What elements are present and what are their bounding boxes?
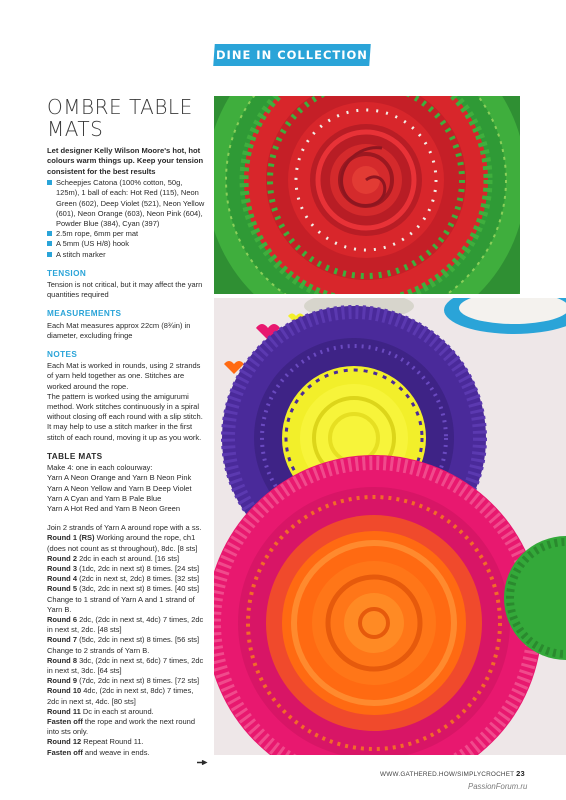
pattern-round — [47, 686, 207, 706]
round-label: Round 9 — [47, 676, 77, 686]
materials-item: A stitch marker — [47, 250, 207, 260]
table-mats-heading: TABLE MATS — [47, 451, 103, 461]
pattern-round — [47, 748, 207, 758]
notes-line: Each Mat is worked in rounds, using 2 strands of yarn held together as one. Stitches are worked around the rope. — [47, 361, 201, 391]
watermark: PassionForum.ru — [468, 782, 528, 791]
round-instruction: 2dc in each st around. [16 sts] — [77, 553, 180, 563]
round-instruction: (3dc, 2dc in next st) 8 times. [40 sts] — [77, 584, 200, 594]
round-instruction: (1dc, 2dc in next st) 8 times. [24 sts] — [77, 563, 200, 573]
measurements-text: Each Mat measures approx 22cm (8¾in) in diameter, excluding fringe — [47, 320, 191, 340]
round-label: Round 8 — [47, 655, 77, 665]
pattern-column — [47, 96, 207, 768]
page-title: OMBRE TABLE MATS — [47, 95, 193, 141]
round-instruction: and weave in ends. — [82, 747, 150, 757]
round-instruction: 2dc, (2dc in next st, 4dc) 7 times, 2dc in next st, 2dc. [48 sts] — [47, 614, 204, 635]
footer-url: WWW.GATHERED.HOW/SIMPLYCROCHET — [380, 771, 515, 778]
notes-line: The pattern is worked using the amigurumi method. Work stitches continuously in a spiral without closing off each round with a slip stitch. — [47, 391, 203, 422]
round-label: Fasten off — [47, 716, 83, 726]
pattern-round — [47, 554, 207, 564]
colourway-line: Yarn A Cyan and Yarn B Pale Blue — [47, 493, 162, 503]
round-instruction: (7dc, 2dc in next st) 8 times. [72 sts] — [77, 676, 200, 686]
measurements-heading: MEASUREMENTS — [47, 309, 122, 319]
round-instruction: Join 2 strands of Yarn A around rope with a ss. — [47, 523, 202, 533]
round-label: Round 1 (RS) — [47, 533, 95, 543]
section-banner — [213, 44, 371, 66]
materials-item: 2.5m rope, 6mm per mat — [47, 229, 207, 239]
colourway-line: Yarn A Neon Orange and Yarn B Neon Pink — [47, 473, 192, 483]
round-label: Round 5 — [47, 584, 77, 594]
round-instruction: 3dc, (2dc in next st, 6dc) 7 times, 2dc in next st, 3dc. [64 sts] — [47, 655, 204, 675]
pattern-round — [47, 635, 207, 645]
round-label: Round 2 — [47, 553, 77, 563]
round-label: Round 6 — [47, 614, 77, 624]
tension-heading: TENSION — [47, 268, 87, 278]
pattern-round — [47, 615, 207, 635]
end-mark-icon — [197, 760, 208, 765]
pattern-round — [47, 533, 207, 553]
round-instruction: 4dc, (2dc in next st, 8dc) 7 times, 2dc in next st, 4dc. [80 sts] — [47, 686, 194, 706]
colourway-line: Yarn A Hot Red and Yarn B Neon Green — [47, 503, 181, 513]
colourway-line: Yarn A Neon Yellow and Yarn B Deep Violet — [47, 483, 192, 493]
round-instruction: (2dc in next st, 2dc) 8 times. [32 sts] — [77, 574, 200, 584]
round-instruction: Change to 1 strand of Yarn A and 1 strand of Yarn B. — [47, 594, 195, 614]
pattern-round — [47, 523, 207, 533]
round-label: Round 4 — [47, 574, 77, 584]
pattern-round — [47, 737, 207, 747]
section-banner-label: DINE IN COLLECTION — [216, 48, 368, 62]
colourways-list — [47, 463, 207, 514]
notes-text — [47, 361, 207, 443]
notes-line: It may help to use a stitch marker in the first stitch of each round, moving it up as you work. — [47, 422, 202, 442]
tension-text: Tension is not critical, but it may affect the yarn quantities required — [47, 280, 203, 300]
round-instruction: Repeat Round 11. — [81, 737, 144, 747]
materials-item: A 5mm (US H/8) hook — [47, 239, 207, 249]
red-green-mat-photo — [214, 96, 520, 294]
round-label: Round 12 — [47, 737, 82, 747]
round-instruction: the rope and work the next round into sts only. — [47, 716, 195, 737]
pattern-round — [47, 707, 207, 717]
materials-item: Scheepjes Catona (100% cotton, 50g, 125m), 1 ball of each: Hot Red (115), Neon Green (602), Deep Violet (521), Neon Yellow (601), Neon Orange (603), Neon Pink (604), Powder Blue (384), Cyan (397) — [47, 178, 207, 229]
pattern-instructions — [47, 523, 207, 758]
page-footer — [380, 769, 525, 778]
colourway-line: Make 4: one in each colourway: — [47, 463, 153, 473]
materials-list — [47, 178, 207, 260]
round-label: Round 11 — [47, 706, 81, 716]
round-instruction: (5dc, 2dc in next st) 8 times. [56 sts] — [77, 635, 200, 645]
round-instruction: Working around the rope, ch1 (does not count as st throughout), 8dc. [8 sts] — [47, 533, 198, 553]
round-instruction: Change to 2 strands of Yarn B. — [47, 645, 150, 655]
pattern-round — [47, 676, 207, 686]
round-label: Round 3 — [47, 563, 77, 573]
round-label: Round 10 — [47, 686, 82, 696]
pattern-round — [47, 646, 207, 656]
intro-text: Let designer Kelly Wilson Moore's hot, hot colours warm things up. Keep your tension consistent for the best results — [47, 146, 204, 176]
ombre-mats-table-photo — [214, 298, 566, 755]
pattern-round — [47, 564, 207, 574]
pattern-round — [47, 717, 207, 737]
round-label: Fasten off — [47, 747, 83, 757]
round-instruction: Dc in each st around. — [80, 706, 154, 716]
page-number: 23 — [516, 769, 525, 778]
notes-heading: NOTES — [47, 350, 78, 360]
pattern-round — [47, 595, 207, 615]
pattern-round — [47, 656, 207, 676]
pattern-round — [47, 584, 207, 594]
round-label: Round 7 — [47, 635, 77, 645]
pattern-round — [47, 574, 207, 584]
